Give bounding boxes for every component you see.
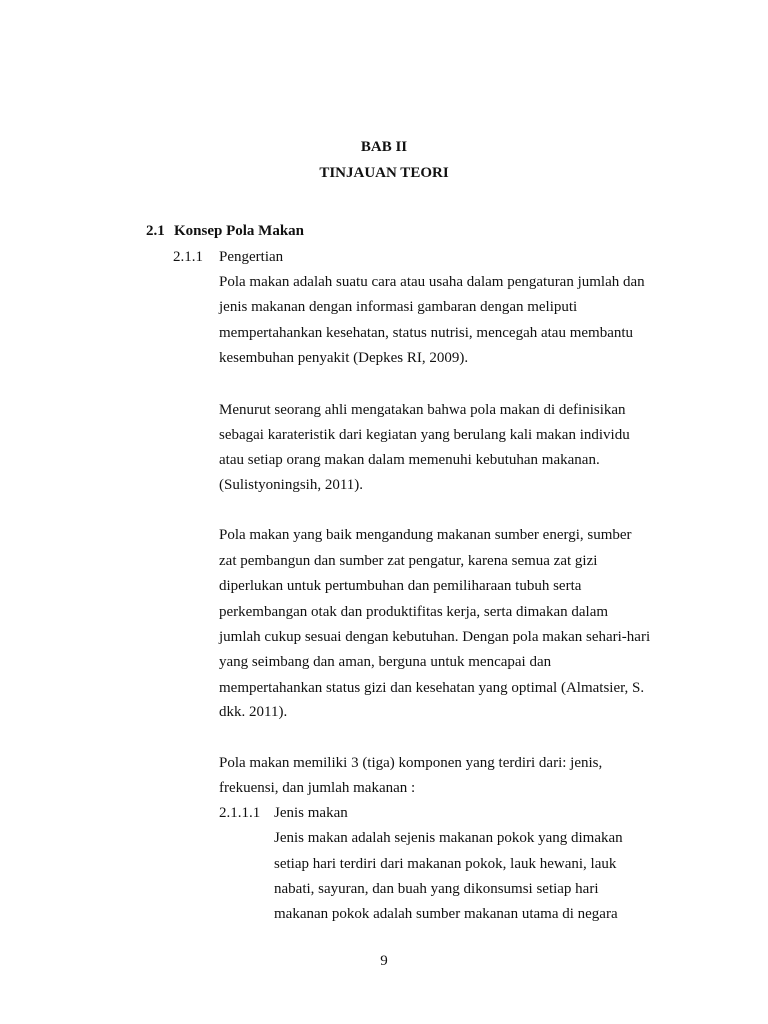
sub-paragraph-line-2: setiap hari terdiri dari makanan pokok, lauk hewani, lauk [274, 856, 617, 872]
sub-paragraph-line-4: makanan pokok adalah sumber makanan utama di negara [274, 906, 618, 922]
sub-paragraph-line-3: nabati, sayuran, dan buah yang dikonsumsi setiap hari [274, 881, 599, 897]
paragraph-1-line-4: kesembuhan penyakit (Depkes RI, 2009). [219, 350, 469, 366]
paragraph-3-line-7: mempertahankan status gizi dan kesehatan yang optimal (Almatsier, S. [219, 680, 645, 696]
paragraph-3-line-1: Pola makan yang baik mengandung makanan sumber energi, sumber [219, 527, 632, 543]
sub-paragraph-line-1: Jenis makan adalah sejenis makanan pokok yang dimakan [274, 830, 623, 846]
chapter-heading: BAB II [360, 139, 408, 155]
paragraph-3-line-4: perkembangan otak dan produktifitas kerja, serta dimakan dalam [219, 604, 609, 620]
paragraph-3-line-3: diperlukan untuk pertumbuhan dan pemiliharaan tubuh serta [219, 578, 582, 594]
paragraph-2-line-3: atau setiap orang makan dalam memenuhi kebutuhan makanan. [219, 452, 600, 468]
section-number: 2.1 [146, 223, 165, 239]
chapter-title: TINJAUAN TEORI [319, 165, 449, 181]
paragraph-1-line-2: jenis makanan dengan informasi gambaran dengan meliputi [219, 299, 578, 315]
paragraph-4-line-1: Pola makan memiliki 3 (tiga) komponen yang terdiri dari: jenis, [219, 755, 603, 771]
paragraph-3-line-5: jumlah cukup sesuai dengan kebutuhan. Dengan pola makan sehari-hari [219, 629, 651, 645]
paragraph-3-line-6: yang seimbang dan aman, berguna untuk mencapai dan [219, 654, 552, 670]
subsubsection-title: Jenis makan [274, 805, 348, 821]
paragraph-3-line-2: zat pembangun dan sumber zat pengatur, karena semua zat gizi [219, 553, 598, 569]
paragraph-2-line-4: (Sulistyoningsih, 2011). [219, 477, 364, 493]
page-number: 9 [380, 953, 388, 969]
paragraph-2-line-1: Menurut seorang ahli mengatakan bahwa pola makan di definisikan [219, 402, 626, 418]
paragraph-1-line-1: Pola makan adalah suatu cara atau usaha dalam pengaturan jumlah dan [219, 274, 645, 290]
subsubsection-number: 2.1.1.1 [219, 805, 261, 821]
section-title: Konsep Pola Makan [174, 223, 305, 239]
subsection-number: 2.1.1 [173, 249, 203, 265]
paragraph-2-line-2: sebagai karateristik dari kegiatan yang berulang kali makan individu [219, 427, 630, 443]
paragraph-3-line-8: dkk. 2011). [219, 704, 288, 720]
paragraph-1-line-3: mempertahankan kesehatan, status nutrisi, mencegah atau membantu [219, 325, 634, 341]
subsection-title: Pengertian [219, 249, 284, 265]
paragraph-4-line-2: frekuensi, dan jumlah makanan : [219, 780, 416, 796]
